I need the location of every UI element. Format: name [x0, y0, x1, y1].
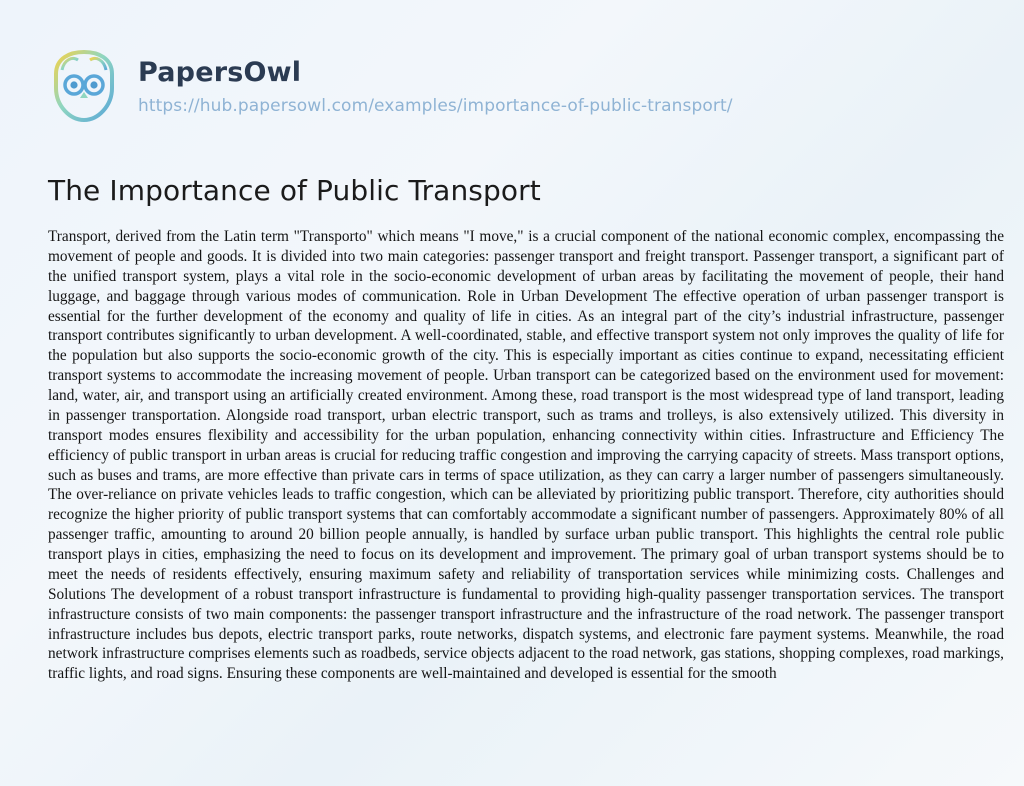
brand-block [138, 46, 733, 116]
owl-logo-icon [48, 48, 120, 124]
source-url[interactable]: https://hub.papersowl.com/examples/importance-of-public-transport/ [138, 95, 733, 116]
brand-name: PapersOwl [138, 57, 302, 88]
page-title: The Importance of Public Transport [48, 174, 541, 207]
site-header [40, 46, 984, 122]
document-body-text: Transport, derived from the Latin term "Transporto" which means "I move," is a crucial component of the national economic complex, encompassing the movement of people and goods. It is divided into two main categories: passenger transport and freight transport. Passenger transport, a significant part of the unified transport system, plays a vital role in the socio-economic development of urban areas by facilitating the movement of people, their hand luggage, and baggage through various modes of communication. Role in Urban Development The effective operation of urban passenger transport is essential for the further development of the economy and quality of life in cities. As an integral part of the city’s industrial infrastructure, passenger transport contributes significantly to urban development. A well-coordinated, stable, and effective transport system not only improves the quality of life for the population but also supports the socio-economic growth of the city. This is especially important as cities continue to expand, necessitating efficient transport systems to accommodate the increasing movement of people. Urban transport can be categorized based on the environment used for movement: land, water, air, and transport using an artificially created environment. Among these, road transport is the most widespread type of land transport, leading in passenger transportation. Alongside road transport, urban electric transport, such as trams and trolleys, is also extensively utilized. This diversity in transport modes ensures flexibility and accessibility for the urban population, enhancing connectivity within cities. Infrastructure and Efficiency The efficiency of public transport in urban areas is crucial for reducing traffic congestion and improving the carrying capacity of streets. Mass transport options, such as buses and trams, are more effective than private cars in terms of space utilization, as they can carry a larger number of passengers simultaneously. The over-reliance on private vehicles leads to traffic congestion, which can be alleviated by prioritizing public transport. Therefore, city authorities should recognize the higher priority of public transport systems that can comfortably accommodate a significant number of passengers. Approximately 80% of all passenger traffic, amounting to around 20 billion people annually, is handled by surface urban public transport. This highlights the central role public transport plays in cities, emphasizing the need to focus on its development and improvement. The primary goal of urban transport systems should be to meet the needs of residents effectively, ensuring maximum safety and reliability of transportation services while minimizing costs. Challenges and Solutions The development of a robust transport infrastructure is fundamental to providing high-quality passenger transportation services. The transport infrastructure consists of two main components: the passenger transport infrastructure and the infrastructure of the road network. The passenger transport infrastructure includes bus depots, electric transport parks, route networks, dispatch systems, and electronic fare payment systems. Meanwhile, the road network infrastructure comprises elements such as roadbeds, service objects adjacent to the road network, gas stations, shopping complexes, road markings, traffic lights, and road signs. Ensuring these components are well-maintained and developed is essential for the smooth [48, 228, 1004, 683]
